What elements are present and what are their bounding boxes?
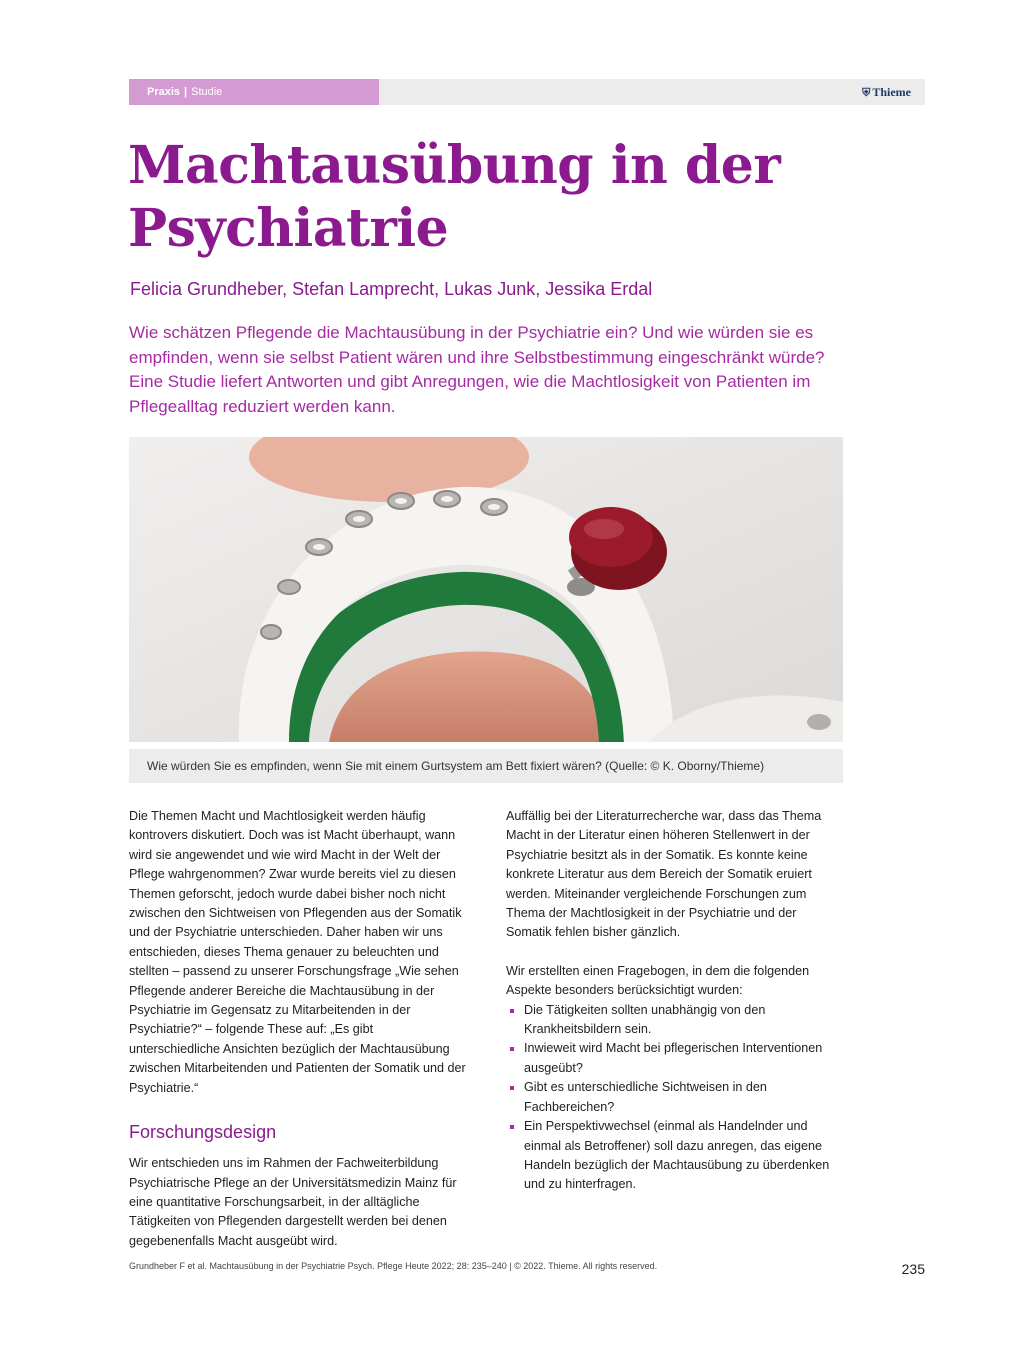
right-column [506, 807, 844, 1195]
authors: Felicia Grundheber, Stefan Lamprecht, Lukas Junk, Jessika Erdal [130, 279, 653, 299]
section-heading: Forschungsdesign [129, 1122, 277, 1143]
publisher-name: Thieme [872, 85, 911, 99]
section-label: Praxis [147, 86, 181, 98]
body-paragraph: Wir erstellten einen Fragebogen, in dem die folgenden Aspekte besonders berücksichtigt wurden: [506, 963, 810, 998]
list-item: Gibt es unterschiedliche Sichtweisen in den Fachbereichen? [506, 1078, 844, 1117]
footer-citation: Grundheber F et al. Machtausübung in der Psychiatrie Psych. Pflege Heute 2022; 28: 235–240 | © 2022. Thieme. All rights reserved. [129, 1261, 658, 1271]
article-title [128, 134, 888, 260]
lead-paragraph: Wie schätzen Pflegende die Machtausübung in der Psychiatrie ein? Und wie würden sie es empfinden, wenn sie selbst Patient wären und ihre Selbstbestimmung eingeschränkt würde? Eine Studie liefert Antworten und gibt Anregungen, wie die Machtlosigkeit von Patienten im Pflegealltag reduziert werden kann. [129, 323, 825, 416]
subsection-label: Studie [191, 86, 223, 98]
title-line-1: Machtausübung in der [128, 135, 781, 196]
header-bar [129, 79, 925, 105]
separator: | [184, 86, 188, 98]
body-paragraph: Wir entschieden uns im Rahmen der Fachweiterbildung Psychiatrische Pflege an der Universitätsmedizin Mainz für eine quantitative Forschungsarbeit, in der alltägliche Tätigkeiten von Pflegenden dargestellt werden bei denen gegebenenfalls Macht ausgeübt wird. [129, 1156, 457, 1248]
article-figure [129, 437, 843, 742]
left-column [129, 807, 467, 1251]
page-number: 235 [901, 1261, 925, 1277]
list-item: Ein Perspektivwechsel (einmal als Handelnder und einmal als Betroffener) soll dazu anregen, das eigene Handeln bezüglich der Machtausübung zu überdenken und zu hinterfragen. [506, 1117, 844, 1195]
list-item: Inwieweit wird Macht bei pflegerischen Interventionen ausgeübt? [506, 1039, 844, 1078]
restraint-belt-photo [129, 437, 843, 742]
list-item: Die Tätigkeiten sollten unabhängig von den Krankheitsbildern sein. [506, 1001, 844, 1040]
publisher-logo [862, 79, 911, 105]
bullet-list [506, 1001, 844, 1195]
shield-icon: ⛨ [862, 87, 871, 99]
figure-caption: Wie würden Sie es empfinden, wenn Sie mit einem Gurtsystem am Bett fixiert wären? (Quelle: © K. Oborny/Thieme) [129, 749, 843, 783]
section-tab [129, 79, 379, 105]
title-line-2: Psychiatrie [128, 198, 449, 259]
body-paragraph: Auffällig bei der Literaturrecherche war, dass das Thema Macht in der Literatur einen höheren Stellenwert in der Psychiatrie besitzt als in der Somatik. Es konnte keine konkrete Literatur aus dem Bereich der Somatik eruiert werden. Miteinander vergleichende Forschungen zum Thema der Machtlosigkeit in der Psychiatrie und der Somatik fehlen bisher gänzlich. [506, 809, 822, 940]
paragraph-gap [506, 943, 844, 962]
body-paragraph: Die Themen Macht und Machtlosigkeit werden häufig kontrovers diskutiert. Doch was ist Macht überhaupt, wann wird sie angewendet und wie wird Macht in der Welt der Pflege wahrgenommen? Zwar wurde bereits viel zu diesen Themen geforscht, jedoch wurde dabei bisher noch nicht zwischen den Sichtweisen von Pflegenden aus der Somatik und der Psychiatrie unterschieden. Daher haben wir uns entschieden, dieses Thema genauer zu beleuchten und stellten – passend zu unserer Forschungsfrage „Wie sehen Pflegende anderer Bereiche die Machtausübung in der Psychiatrie im Gegensatz zu Mitarbeitenden in der Psychiatrie?“ – folgende These auf: „Es gibt unterschiedliche Ansichten bezüglich der Machtausübung zwischen Mitarbeitenden und Patienten der Somatik und der Psychiatrie.“ [129, 809, 466, 1095]
